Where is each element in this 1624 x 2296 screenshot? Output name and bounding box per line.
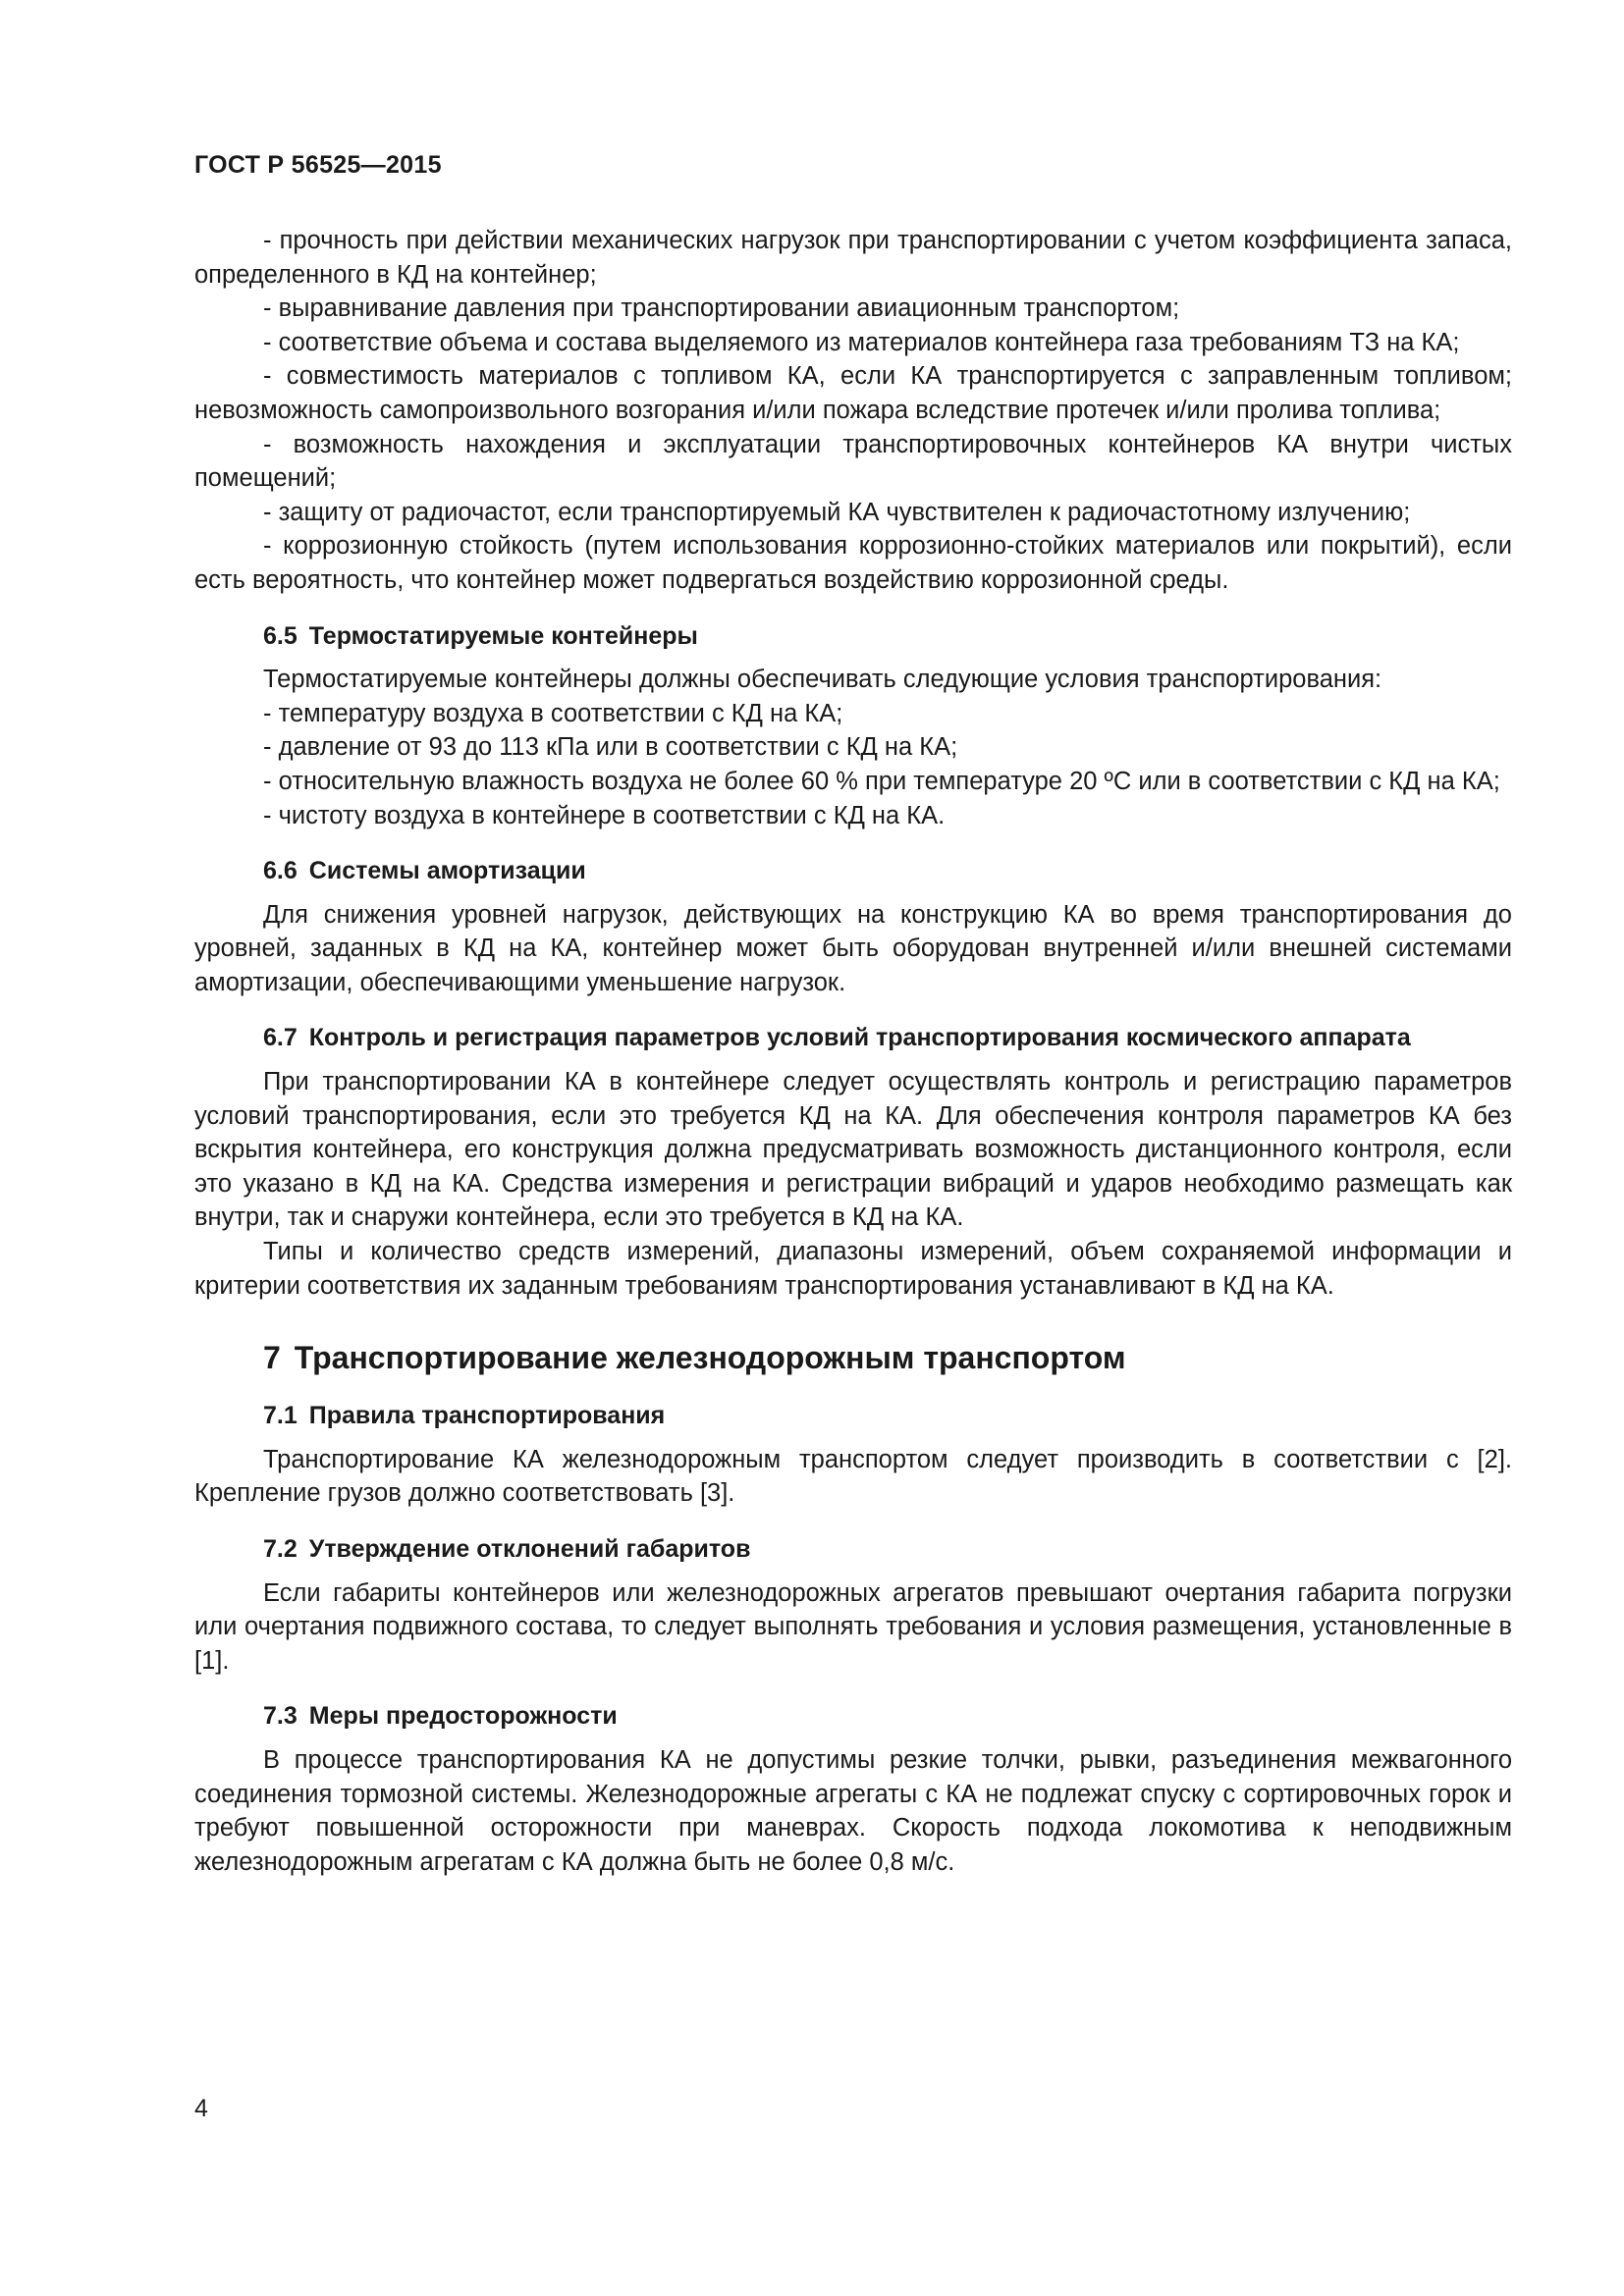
section-7-2-heading	[263, 1532, 1512, 1567]
section-title: Контроль и регистрация параметров условий транспортирования космического аппарата	[308, 1024, 1411, 1052]
paragraph: Для снижения уровней нагрузок, действующих на конструкцию КА во время транспортирования до уровней, заданных в КД на КА, контейнер может быть оборудован внутренней и/или внешней системами амортизации, обеспечивающими уменьшение нагрузок.	[194, 900, 1512, 996]
list-item: - прочность при действии механических нагрузок при транспортировании с учетом коэффициента запаса, определенного в КД на контейнер;	[194, 227, 1512, 289]
paragraph: Если габариты контейнеров или железнодорожных агрегатов превышают очертания габарита погрузки или очертания подвижного состава, то следует выполнять требования и условия размещения, установленные в [1].	[194, 1578, 1512, 1675]
list-item: - совместимость материалов с топливом КА, если КА транспортируется с заправленным топливом; невозможность самопроизвольного возгорания и/или пожара вследствие протечек и/или пролива топлива;	[194, 362, 1512, 424]
section-7-heading	[263, 1338, 1512, 1377]
section-number: 7.2	[263, 1535, 298, 1563]
list-item: - давление от 93 до 113 кПа или в соответствии с КД на КА;	[263, 733, 958, 762]
section-title: Транспортирование железнодорожным транспортом	[294, 1340, 1126, 1376]
section-7-1-heading	[263, 1399, 1512, 1433]
document-body	[194, 224, 1512, 1879]
section-title: Системы амортизации	[308, 857, 586, 885]
page-number: 4	[194, 2095, 208, 2122]
list-item: - защиту от радиочастот, если транспортируемый КА чувствителен к радиочастотному излучению;	[263, 498, 1411, 526]
section-number: 7.3	[263, 1702, 298, 1731]
list-item: - возможность нахождения и эксплуатации транспортировочных контейнеров КА внутри чистых помещений;	[194, 430, 1512, 493]
section-6-7-heading	[263, 1021, 1512, 1055]
section-number: 7	[263, 1340, 281, 1376]
section-title: Меры предосторожности	[308, 1702, 618, 1731]
paragraph: В процессе транспортирования КА не допустимы резкие толчки, рывки, разъединения межвагонного соединения тормозной системы. Железнодорожные агрегаты с КА не подлежат спуску с сортировочных горок и требуют повышенной осторожности при маневрах. Скорость подхода локомотива к неподвижным железнодорожным агрегатам с КА должна быть не более 0,8 м/с.	[194, 1745, 1512, 1876]
paragraph: Термостатируемые контейнеры должны обеспечивать следующие условия транспортирования:	[263, 666, 1382, 694]
section-number: 6.5	[263, 621, 298, 650]
section-7-3-heading	[263, 1699, 1512, 1734]
section-number: 6.6	[263, 857, 298, 885]
list-item: - относительную влажность воздуха не более 60 % при температуре 20 ºС или в соответствии с КД на КА;	[263, 767, 1500, 795]
list-item: - чистоту воздуха в контейнере в соответствии с КД на КА.	[263, 801, 946, 829]
paragraph: Типы и количество средств измерений, диапазоны измерений, объем сохраняемой информации и критерии соответствия их заданным требованиям транспортирования устанавливают в КД на КА.	[194, 1238, 1512, 1300]
section-6-6-heading	[263, 854, 1512, 888]
section-title: Термостатируемые контейнеры	[308, 621, 698, 650]
section-title: Правила транспортирования	[308, 1402, 666, 1430]
list-item: - соответствие объема и состава выделяемого из материалов контейнера газа требованиям ТЗ на КА;	[263, 328, 1460, 356]
document-code-header: ГОСТ Р 56525—2015	[194, 151, 442, 179]
list-item: - температуру воздуха в соответствии с КД на КА;	[263, 699, 843, 727]
list-item: - выравнивание давления при транспортировании авиационным транспортом;	[263, 294, 1180, 323]
paragraph: Транспортирование КА железнодорожным транспортом следует производить в соответствии с [2]. Крепление грузов должно соответствовать [3].	[194, 1445, 1512, 1508]
section-number: 6.7	[263, 1024, 298, 1052]
paragraph: При транспортировании КА в контейнере следует осуществлять контроль и регистрацию параметров условий транспортирования, если это требуется КД на КА. Для обеспечения контроля параметров КА без вскрытия контейнера, его конструкция должна предусматривать возможность дистанционного контроля, если это указано в КД на КА. Средства измерения и регистрации вибраций и ударов необходимо размещать как внутри, так и снаружи контейнера, если это требуется в КД на КА.	[194, 1068, 1512, 1232]
list-item: - коррозионную стойкость (путем использования коррозионно-стойких материалов или покрытий), если есть вероятность, что контейнер может подвергаться воздействию коррозионной среды.	[194, 532, 1512, 594]
section-number: 7.1	[263, 1402, 298, 1430]
section-title: Утверждение отклонений габаритов	[308, 1535, 751, 1563]
section-6-5-heading	[263, 619, 1512, 654]
